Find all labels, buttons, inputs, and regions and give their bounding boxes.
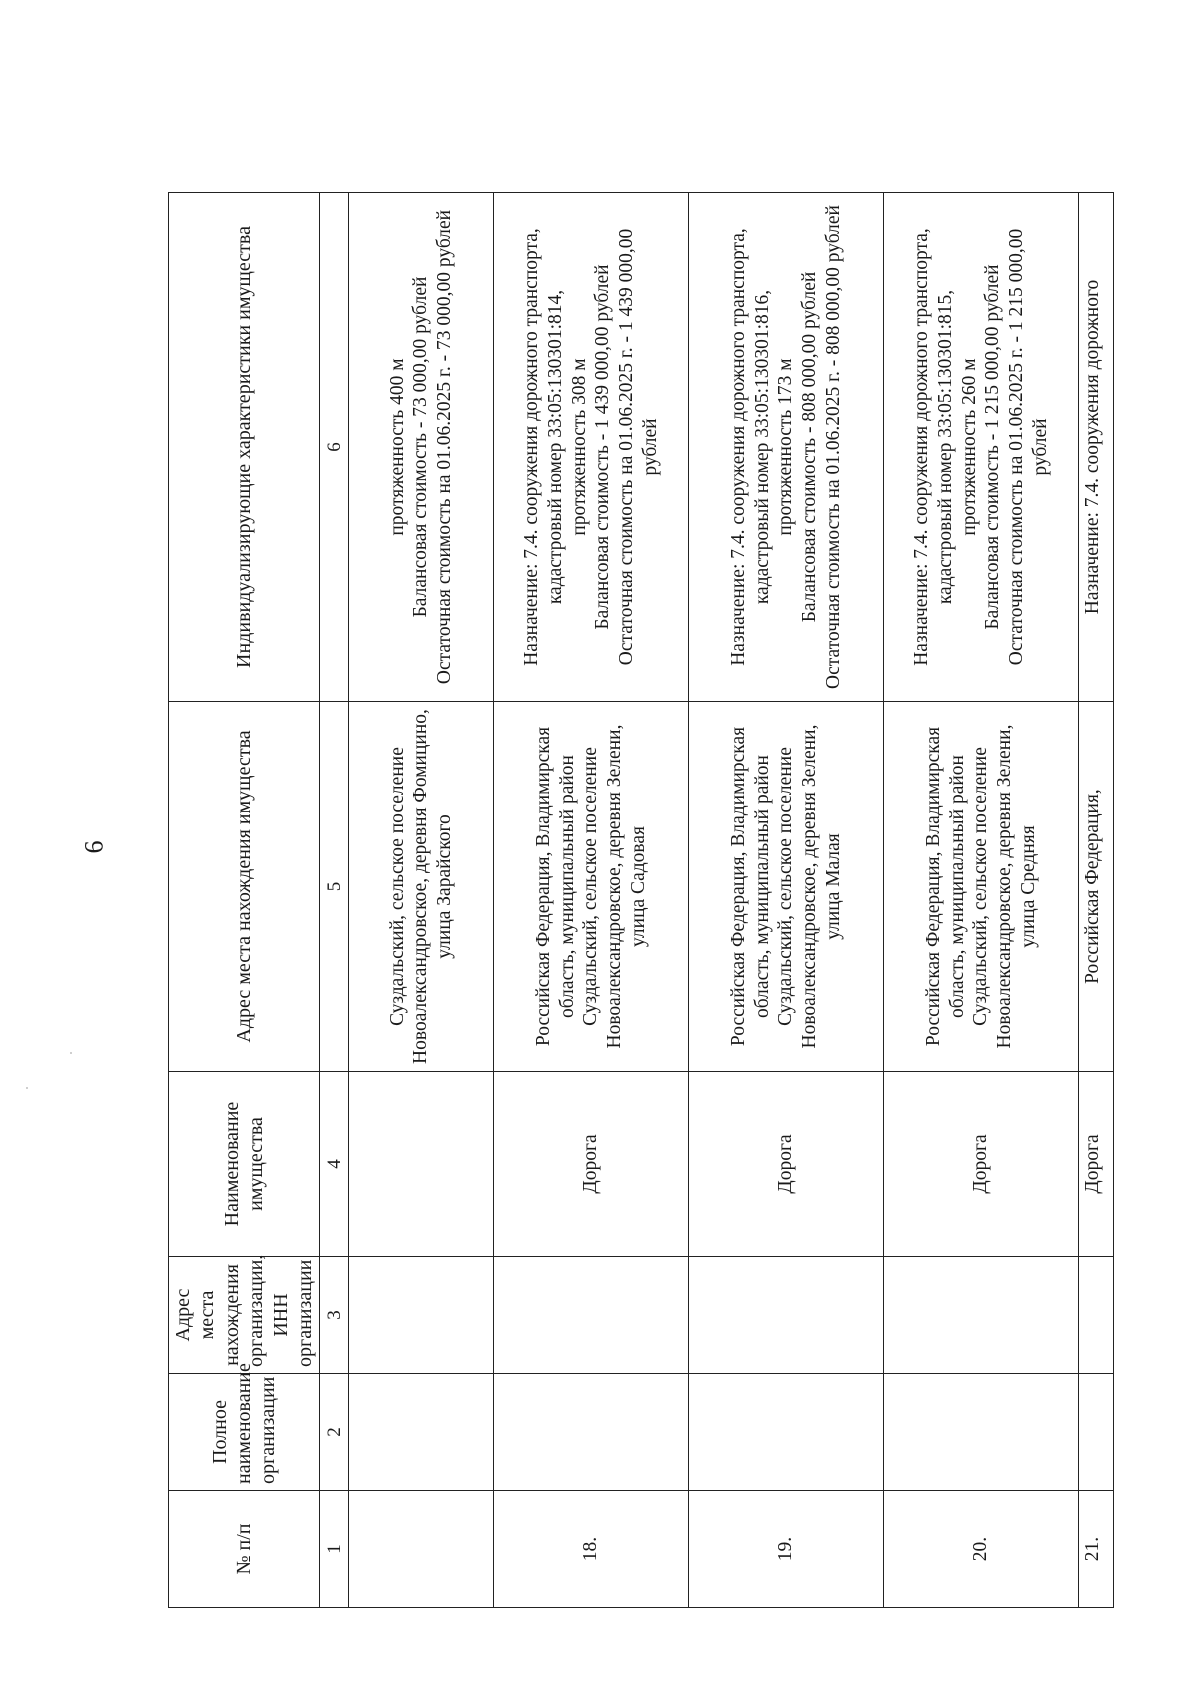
table-row [689,193,884,1608]
cell-org-address [884,1257,1079,1374]
property-table [168,192,1114,1608]
cell-property-address: Российская Федерация, Владимирская область, муниципальный район Суздальский, сельское поселение Новоалександровское, деревня Зелени, улица Средняя [884,702,1079,1072]
table-row [1079,193,1114,1608]
header-num: № п/п [169,1491,320,1608]
cell-num: 19. [689,1491,884,1608]
cell-property-name [349,1072,494,1257]
cell-characteristics: протяженность 400 м Балансовая стоимость - 73 000,00 рублей Остаточная стоимость на 01.06.2025 г. - 73 000,00 рублей [349,193,494,702]
header-org-address: Адрес места нахождения организации, ИНН организации [169,1257,320,1374]
cell-property-address: Суздальский, сельское поселение Новоалександровское, деревня Фомицино, улица Зарайского [349,702,494,1072]
rotated-table-container [168,192,1149,1608]
cell-property-address: Российская Федерация, [1079,702,1114,1072]
scan-speck [26,1087,28,1089]
column-number: 3 [320,1257,349,1374]
cell-org-name [1079,1374,1114,1491]
cell-num: 20. [884,1491,1079,1608]
cell-property-name: Дорога [689,1072,884,1257]
cell-org-address [1079,1257,1114,1374]
cell-org-address [349,1257,494,1374]
cell-characteristics: Назначение: 7.4. сооружения дорожного [1079,193,1114,702]
column-number-row [320,193,349,1608]
cell-property-address: Российская Федерация, Владимирская область, муниципальный район Суздальский, сельское поселение Новоалександровское, деревня Зелени, улица Малая [689,702,884,1072]
header-characteristics: Индивидуализирующие характеристики имущества [169,193,320,702]
cell-org-address [689,1257,884,1374]
table-row [884,193,1079,1608]
cell-org-name [689,1374,884,1491]
cell-property-name: Дорога [884,1072,1079,1257]
column-number: 1 [320,1491,349,1608]
column-number: 4 [320,1072,349,1257]
cell-characteristics: Назначение: 7.4. сооружения дорожного транспорта, кадастровый номер 33:05:130301:815, протяженность 260 м Балансовая стоимость - 1 215 000,00 рублей Остаточная стоимость на 01.06.2025 г. - 1 215 000,00 рублей [884,193,1079,702]
cell-org-name [494,1374,689,1491]
header-row [169,193,320,1608]
cell-num: 18. [494,1491,689,1608]
header-property-name: Наименование имущества [169,1072,320,1257]
header-property-address: Адрес места нахождения имущества [169,702,320,1072]
column-number: 6 [320,193,349,702]
cell-characteristics: Назначение: 7.4. сооружения дорожного транспорта, кадастровый номер 33:05:130301:816, протяженность 173 м Балансовая стоимость - 808 000,00 рублей Остаточная стоимость на 01.06.2025 г. - 808 000,00 рублей [689,193,884,702]
column-number: 2 [320,1374,349,1491]
header-org-name: Полное наименование организации [169,1374,320,1491]
cell-num: 21. [1079,1491,1114,1608]
cell-property-name: Дорога [494,1072,689,1257]
cell-characteristics: Назначение: 7.4. сооружения дорожного транспорта, кадастровый номер 33:05:130301:814, протяженность 308 м Балансовая стоимость - 1 439 000,00 рублей Остаточная стоимость на 01.06.2025 г. - 1 439 000,00 рублей [494,193,689,702]
cell-property-name: Дорога [1079,1072,1114,1257]
cell-org-name [349,1374,494,1491]
page-number: 6 [79,840,109,854]
table-row [349,193,494,1608]
cell-org-name [884,1374,1079,1491]
table-row [494,193,689,1608]
cell-org-address [494,1257,689,1374]
cell-property-address: Российская Федерация, Владимирская область, муниципальный район Суздальский, сельское поселение Новоалександровское, деревня Зелени, улица Садовая [494,702,689,1072]
column-number: 5 [320,702,349,1072]
scan-speck [70,1052,72,1054]
cell-num [349,1491,494,1608]
